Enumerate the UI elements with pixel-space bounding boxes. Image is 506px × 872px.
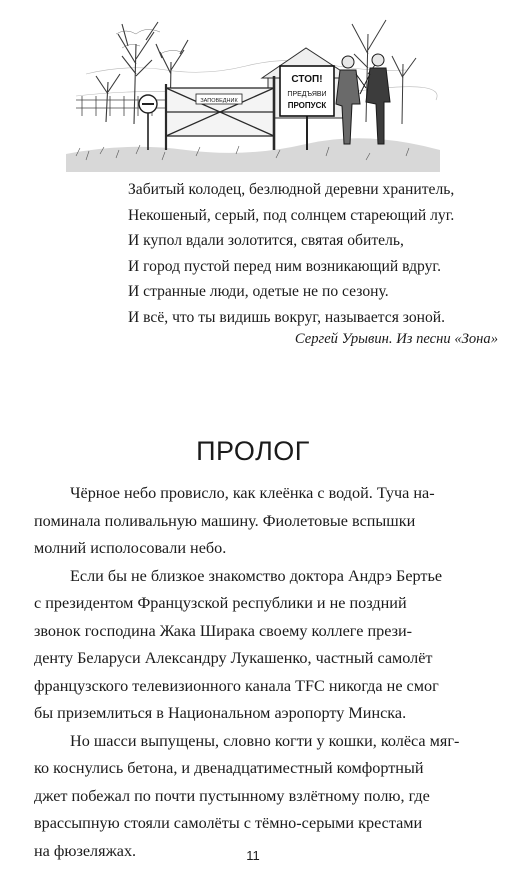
- text-line: джет побежал по почти пустынному взлётному полю, где: [34, 786, 430, 805]
- text-line: Но шасси выпущены, словно когти у кошки, колёса мяг-: [70, 731, 460, 750]
- gate-label: ЗАПОВЕДНИК: [200, 98, 238, 104]
- chapter-text: [34, 480, 502, 865]
- text-line: бы приземлиться в Национальном аэропорту Минска.: [34, 704, 407, 722]
- epigraph-line: И город пустой перед ним возникающий вдруг.: [128, 257, 441, 275]
- text-line: с президентом Французской республики и не поздний: [34, 594, 407, 612]
- text-line: молний исполосовали небо.: [34, 539, 227, 557]
- text-line: Чёрное небо провисло, как клеёнка с водой. Туча на-: [70, 484, 435, 502]
- text-line: французского телевизионного канала TFC никогда не смог: [34, 676, 439, 695]
- text-line: ко коснулись бетона, и двенадцатиместный комфортный: [34, 759, 424, 777]
- sign-line-3: ПРОПУСК: [287, 101, 327, 110]
- page-number: 11: [246, 848, 260, 863]
- epigraph-line: И странные люди, одетые не по сезону.: [128, 283, 389, 301]
- epigraph-line: И купол вдали золотится, святая обитель,: [128, 232, 404, 250]
- text-line: денту Беларуси Александру Лукашенко, частный самолёт: [34, 649, 433, 667]
- text-line: поминала поливальную машину. Фиолетовые вспышки: [34, 511, 416, 530]
- epigraph-line: Некошеный, серый, под солнцем стареющий луг.: [128, 206, 455, 224]
- text-line: на фюзеляжах.: [34, 841, 137, 860]
- chapter-title: ПРОЛОГ: [196, 436, 310, 467]
- header-illustration: [66, 4, 440, 172]
- sign-line-1: СТОП!: [291, 74, 323, 85]
- epigraph-line: И всё, что ты видишь вокруг, называется зоной.: [128, 308, 446, 326]
- text-line: врассыпную стояли самолёты с тёмно-серыми крестами: [34, 814, 423, 832]
- epigraph-line: Забитый колодец, безлюдной деревни хранитель,: [128, 181, 455, 198]
- epigraph: [128, 177, 500, 331]
- text-line: Если бы не близкое знакомство доктора Андрэ Бертье: [70, 566, 443, 585]
- epigraph-attribution: Сергей Урывин. Из песни «Зона»: [294, 331, 498, 347]
- text-line: звонок господина Жака Ширака своему коллеге прези-: [34, 621, 413, 640]
- sign-line-2: ПРЕДЪЯВИ: [287, 91, 327, 98]
